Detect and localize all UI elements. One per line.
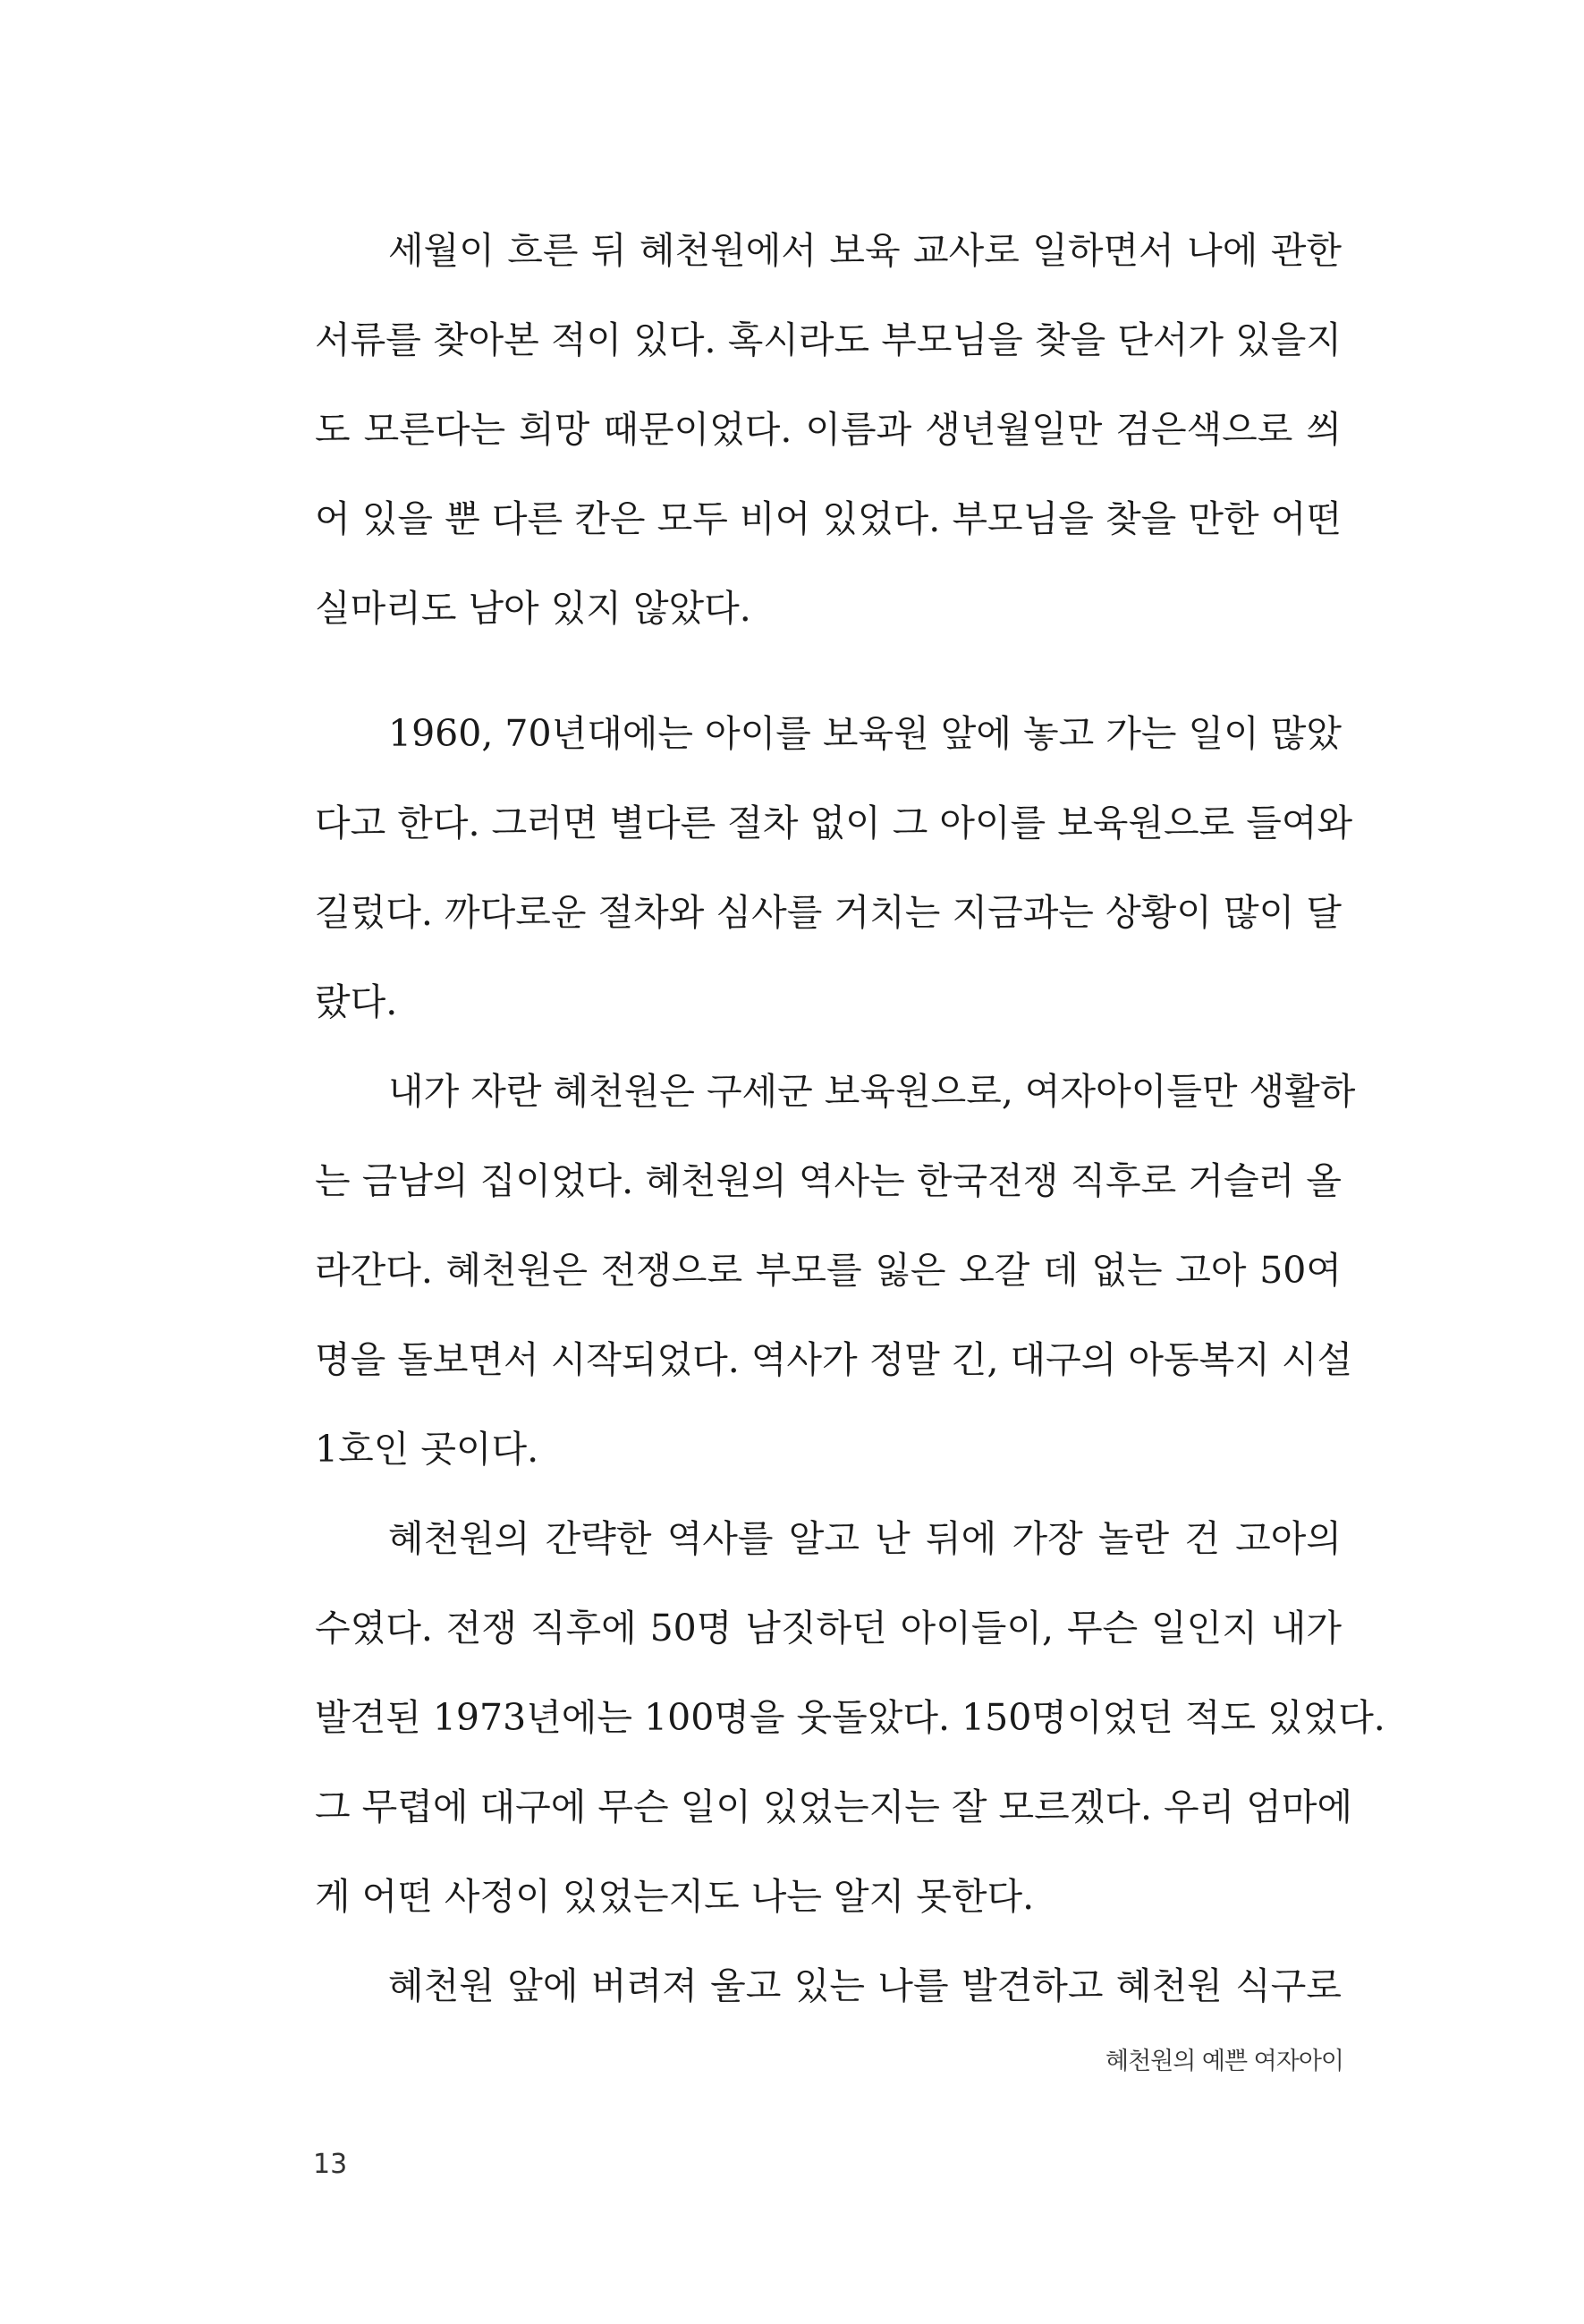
text-line: 내가 자란 혜천원은 구세군 보육원으로, 여자아이들만 생활하 <box>388 1070 1356 1113</box>
text-line: 1호인 곳이다. <box>315 1428 539 1471</box>
text-line: 다고 한다. 그러면 별다른 절차 없이 그 아이를 보육원으로 들여와 <box>315 802 1353 844</box>
paragraph <box>315 1941 1342 2031</box>
text-line: 수였다. 전쟁 직후에 50명 남짓하던 아이들이, 무슨 일인지 내가 <box>315 1607 1342 1650</box>
text-line: 게 어떤 사정이 있었는지도 나는 알지 못한다. <box>315 1875 1035 1918</box>
paragraph <box>315 689 1353 1047</box>
text-line: 도 모른다는 희망 때문이었다. 이름과 생년월일만 검은색으로 씌 <box>315 408 1342 451</box>
text-line: 서류를 찾아본 적이 있다. 혹시라도 부모님을 찾을 단서가 있을지 <box>315 318 1342 361</box>
text-line: 혜천원의 간략한 역사를 알고 난 뒤에 가장 놀란 건 고아의 <box>388 1517 1342 1560</box>
text-line: 는 금남의 집이었다. 혜천원의 역사는 한국전쟁 직후로 거슬러 올 <box>315 1159 1342 1202</box>
paragraph <box>315 206 1342 653</box>
text-line: 랐다. <box>315 980 398 1023</box>
text-block-1 <box>315 206 1342 653</box>
text-line: 1960, 70년대에는 아이를 보육원 앞에 놓고 가는 일이 많았 <box>388 712 1342 755</box>
text-line: 어 있을 뿐 다른 칸은 모두 비어 있었다. 부모님을 찾을 만한 어떤 <box>315 497 1342 540</box>
text-line: 그 무렵에 대구에 무슨 일이 있었는지는 잘 모르겠다. 우리 엄마에 <box>315 1785 1353 1828</box>
paragraph <box>315 1047 1356 1494</box>
text-line: 명을 돌보면서 시작되었다. 역사가 정말 긴, 대구의 아동복지 시설 <box>315 1338 1353 1381</box>
paragraph <box>315 1494 1385 1941</box>
text-line: 실마리도 남아 있지 않았다. <box>315 587 751 630</box>
text-block-2 <box>315 689 1385 2031</box>
text-line: 세월이 흐른 뒤 혜천원에서 보육 교사로 일하면서 나에 관한 <box>388 229 1342 272</box>
text-line: 발견된 1973년에는 100명을 웃돌았다. 150명이었던 적도 있었다. <box>315 1696 1385 1739</box>
text-line: 길렀다. 까다로운 절차와 심사를 거치는 지금과는 상황이 많이 달 <box>315 891 1342 934</box>
text-line: 혜천원 앞에 버려져 울고 있는 나를 발견하고 혜천원 식구로 <box>388 1964 1342 2007</box>
text-line: 라간다. 혜천원은 전쟁으로 부모를 잃은 오갈 데 없는 고아 50여 <box>315 1249 1342 1292</box>
running-head: 혜천원의 예쁜 여자아이 <box>1105 2048 1343 2075</box>
page-number: 13 <box>313 2149 348 2180</box>
